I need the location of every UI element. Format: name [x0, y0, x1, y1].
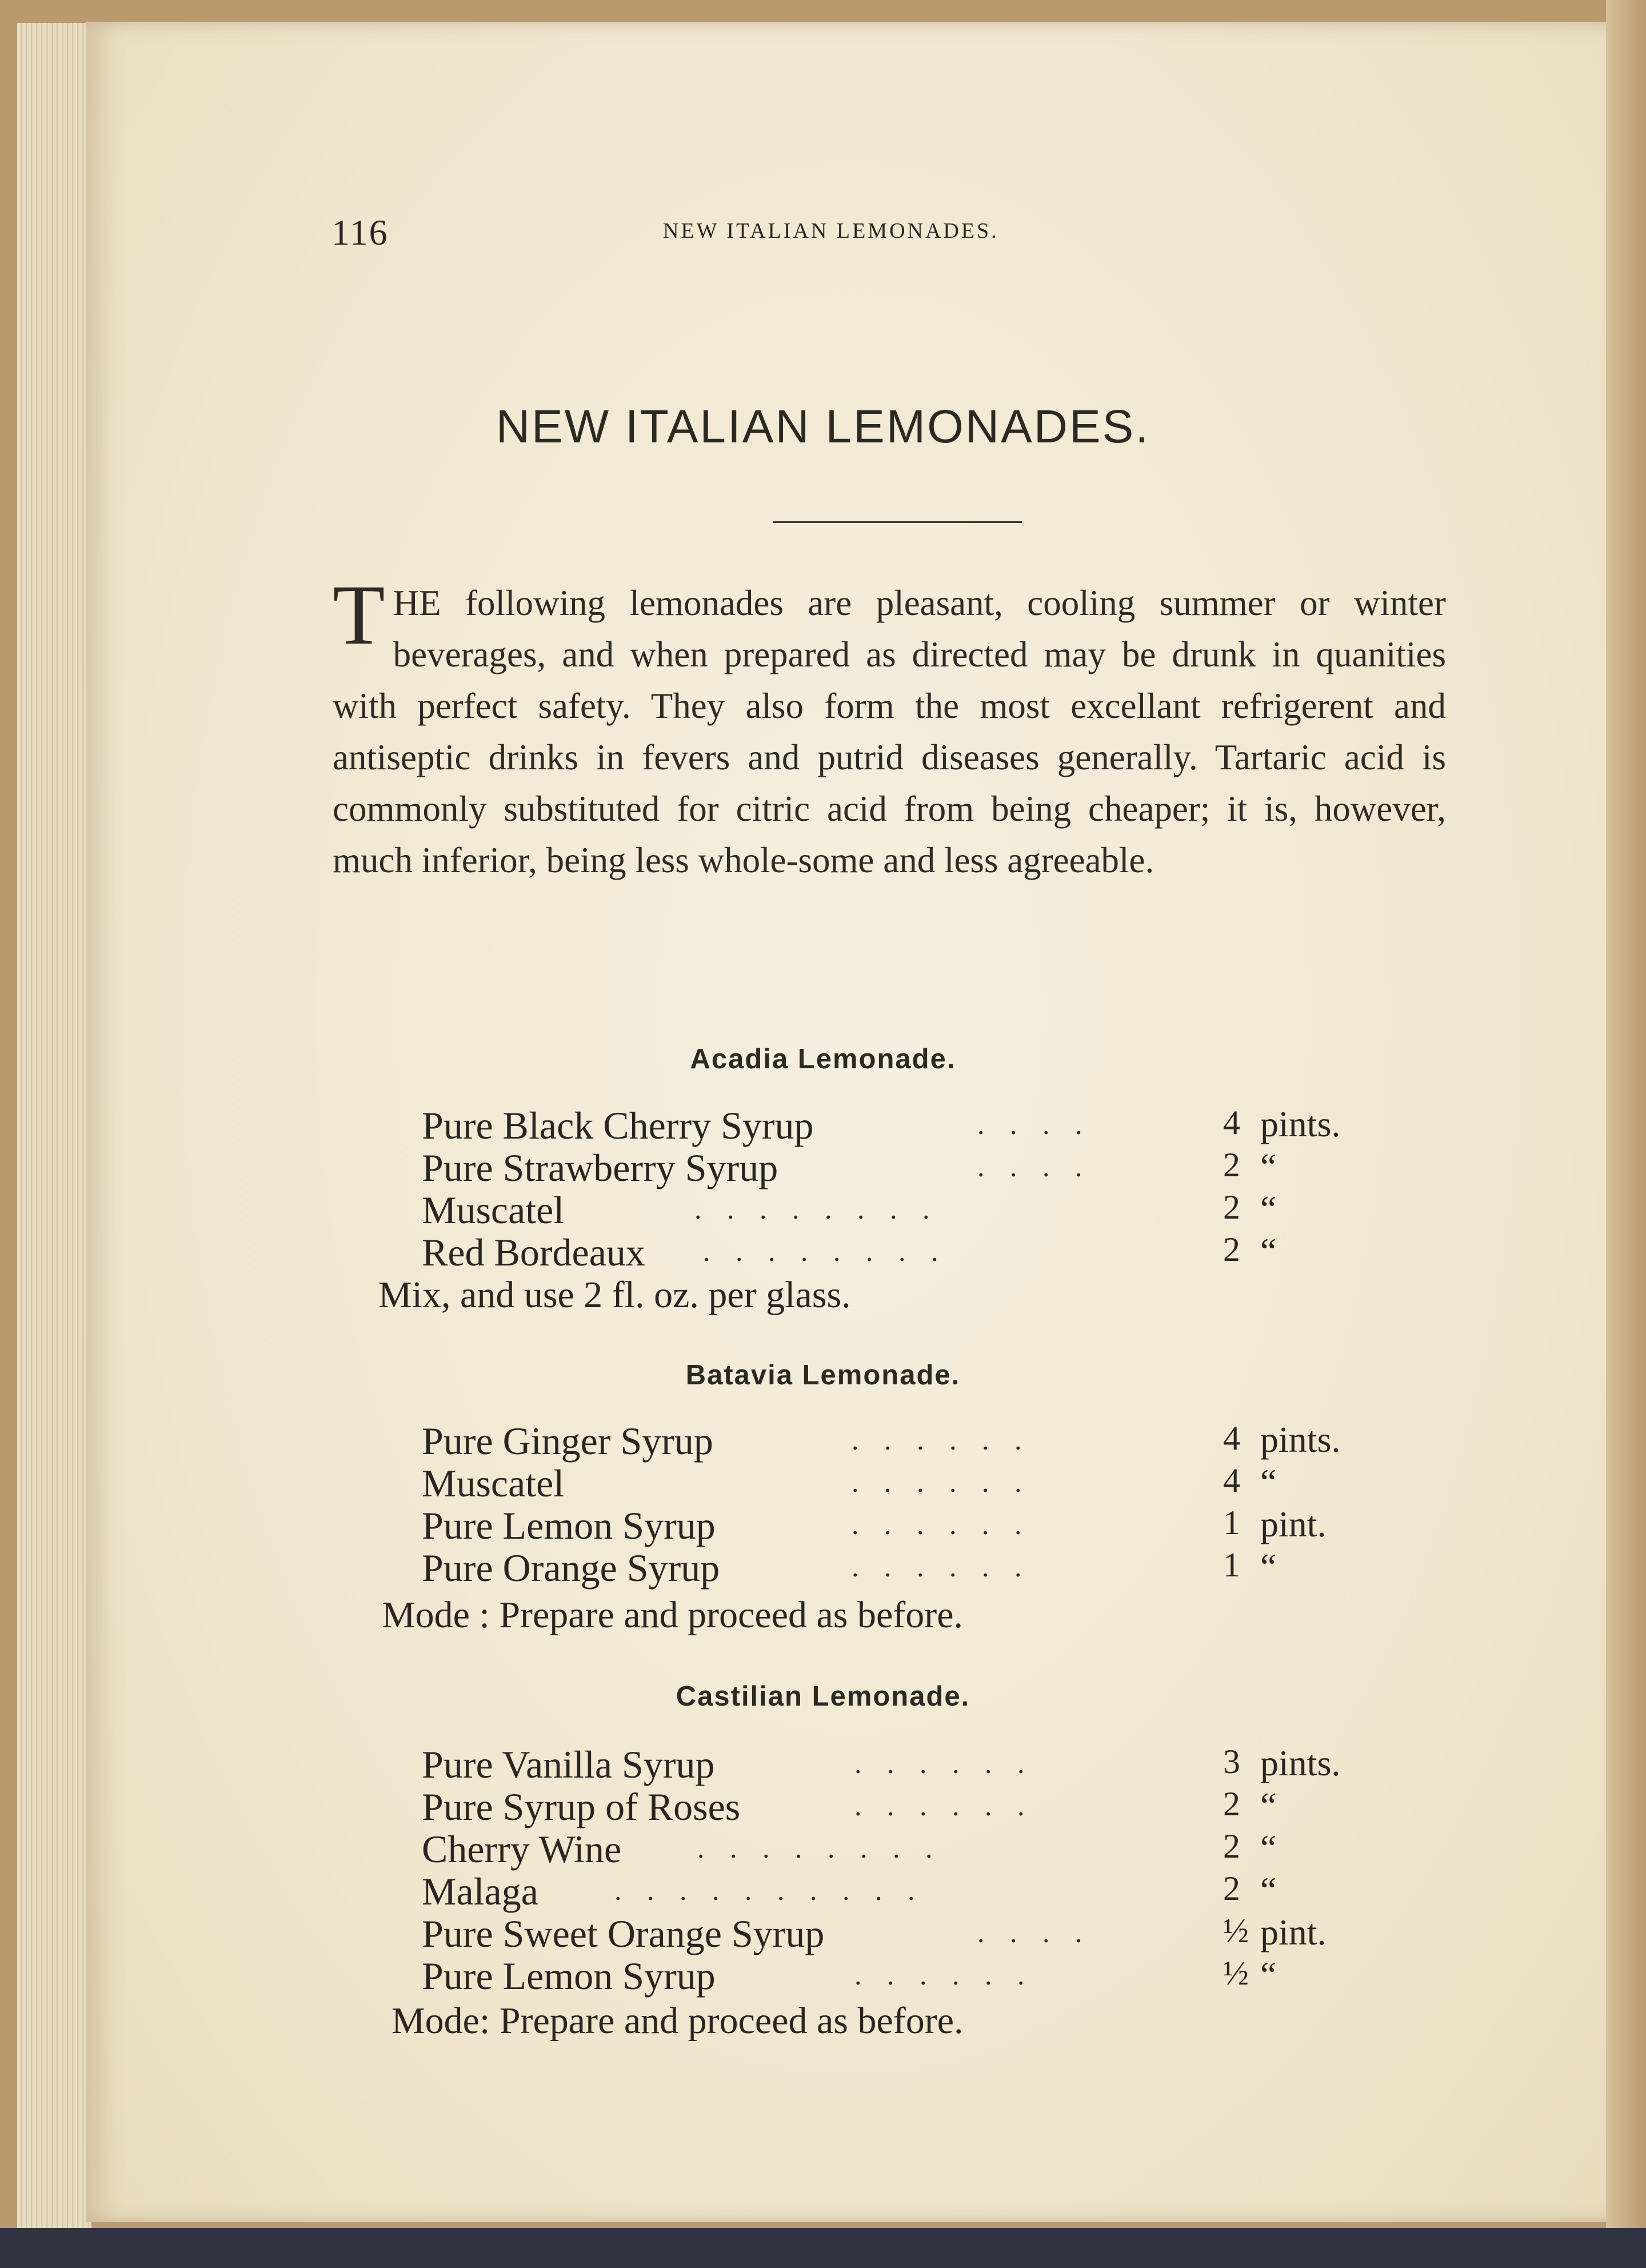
- ingredient-name: Pure Sweet Orange Syrup: [422, 1912, 825, 1955]
- ingredient-qty: 2: [1223, 1146, 1240, 1184]
- ingredient-name: Pure Vanilla Syrup: [422, 1743, 715, 1786]
- ingredient-qty: 2: [1223, 1785, 1240, 1823]
- dot-leader: . . . .: [977, 1151, 1092, 1183]
- ingredient-name: Pure Syrup of Roses: [422, 1785, 741, 1828]
- drop-cap: T: [333, 568, 385, 662]
- ingredient-name: Pure Ginger Syrup: [422, 1419, 713, 1463]
- ingredient-qty: 4: [1223, 1104, 1240, 1141]
- ingredient-unit: pints.: [1260, 1104, 1341, 1144]
- dot-leader: . . . .: [977, 1916, 1092, 1948]
- ingredient-qty: 4: [1223, 1419, 1240, 1457]
- dot-leader: . . . . . . . . . .: [614, 1874, 924, 1906]
- ingredient-unit: “: [1260, 1188, 1277, 1229]
- ingredient-qty: 2: [1223, 1870, 1240, 1907]
- dot-leader: . . . . . .: [852, 1508, 1031, 1540]
- ingredient-unit: “: [1260, 1785, 1277, 1826]
- dot-leader: . . . . . .: [854, 1747, 1034, 1779]
- dot-leader: . . . . . .: [852, 1424, 1031, 1456]
- ingredient-qty: 3: [1223, 1743, 1240, 1780]
- ingredient-qty: 1: [1223, 1546, 1240, 1584]
- running-head: [331, 211, 1417, 257]
- ingredient-row: [0, 1419, 1646, 1461]
- ingredient-row: [0, 1742, 1646, 1784]
- ingredient-unit: “: [1260, 1827, 1277, 1868]
- recipe-heading-batavia: Batavia Lemonade.: [685, 1360, 961, 1391]
- ingredient-name: Muscatel: [422, 1188, 565, 1232]
- ingredient-name: Pure Black Cherry Syrup: [422, 1104, 814, 1147]
- page-number: 116: [331, 212, 389, 253]
- title-rule: [773, 521, 1022, 523]
- recipe-note: Mode: Prepare and proceed as before.: [391, 2000, 964, 2042]
- ingredient-row: [0, 1188, 1646, 1230]
- ingredient-qty: 2: [1223, 1188, 1240, 1226]
- ingredient-row: [0, 1546, 1646, 1588]
- ingredient-qty: 2: [1223, 1231, 1240, 1268]
- ingredient-qty: 4: [1223, 1462, 1240, 1499]
- ingredient-name: Pure Strawberry Syrup: [422, 1146, 778, 1189]
- ingredient-name: Pure Orange Syrup: [422, 1546, 720, 1590]
- ingredient-row: [0, 1503, 1646, 1546]
- ingredient-name: Cherry Wine: [422, 1827, 622, 1871]
- ingredient-row: [0, 1230, 1646, 1272]
- ingredient-name: Malaga: [422, 1870, 538, 1913]
- ingredient-row: [0, 1954, 1646, 1996]
- ingredient-name: Red Bordeaux: [422, 1231, 645, 1274]
- intro-text: HE following lemonades are pleasant, cooling summer or winter beverages, and when prepared as directed may be drunk in quanities with perfect safety. They also form the most excellant refrigerent and antiseptic drinks in fevers and putrid diseases generally. Tartaric acid is commonly substituted for citric acid from being cheaper; it is, however, much inferior, being less whole-some and less agreeable.: [333, 583, 1446, 880]
- intro-paragraph: [333, 568, 1446, 886]
- ingredient-name: Muscatel: [422, 1462, 565, 1505]
- dot-leader: . . . . . .: [854, 1790, 1034, 1822]
- ingredient-unit: “: [1260, 1954, 1277, 1995]
- ingredient-unit: pint.: [1260, 1504, 1327, 1544]
- ingredient-row: [0, 1145, 1646, 1188]
- ingredient-unit: “: [1260, 1231, 1277, 1271]
- running-title: NEW ITALIAN LEMONADES.: [663, 219, 999, 243]
- recipe-heading-acadia: Acadia Lemonade.: [690, 1044, 956, 1075]
- chapter-title: NEW ITALIAN LEMONADES.: [496, 401, 1150, 453]
- dot-leader: . . . . . .: [854, 1959, 1034, 1991]
- dot-leader: . . . . . .: [852, 1466, 1031, 1498]
- ingredient-row: [0, 1784, 1646, 1827]
- ingredient-unit: “: [1260, 1546, 1277, 1587]
- dot-leader: . . . . . . . .: [694, 1193, 939, 1225]
- ingredient-name: Pure Lemon Syrup: [422, 1954, 716, 1998]
- ingredient-qty: ½: [1223, 1912, 1249, 1950]
- recipe-heading-castilian: Castilian Lemonade.: [676, 1681, 970, 1712]
- background-strip: [0, 2228, 1646, 2268]
- ingredient-unit: “: [1260, 1462, 1277, 1502]
- recipe-note: Mode : Prepare and proceed as before.: [382, 1594, 964, 1636]
- ingredient-qty: ½: [1223, 1954, 1249, 1992]
- ingredient-unit: pints.: [1260, 1419, 1341, 1460]
- ingredient-unit: pint.: [1260, 1912, 1327, 1952]
- dot-leader: . . . . . . . .: [703, 1235, 948, 1267]
- dot-leader: . . . . . . . .: [697, 1832, 942, 1864]
- ingredient-qty: 2: [1223, 1827, 1240, 1865]
- ingredient-row: [0, 1911, 1646, 1954]
- ingredient-name: Pure Lemon Syrup: [422, 1504, 716, 1547]
- ingredient-qty: 1: [1223, 1504, 1240, 1542]
- dot-leader: . . . .: [977, 1108, 1092, 1140]
- dot-leader: . . . . . .: [852, 1551, 1031, 1583]
- ingredient-unit: “: [1260, 1146, 1277, 1187]
- ingredient-row: [0, 1103, 1646, 1145]
- ingredient-unit: pints.: [1260, 1743, 1341, 1783]
- ingredient-row: [0, 1869, 1646, 1911]
- ingredient-row: [0, 1827, 1646, 1869]
- ingredient-unit: “: [1260, 1870, 1277, 1910]
- ingredient-row: [0, 1461, 1646, 1503]
- recipe-note: Mix, and use 2 fl. oz. per glass.: [378, 1274, 851, 1316]
